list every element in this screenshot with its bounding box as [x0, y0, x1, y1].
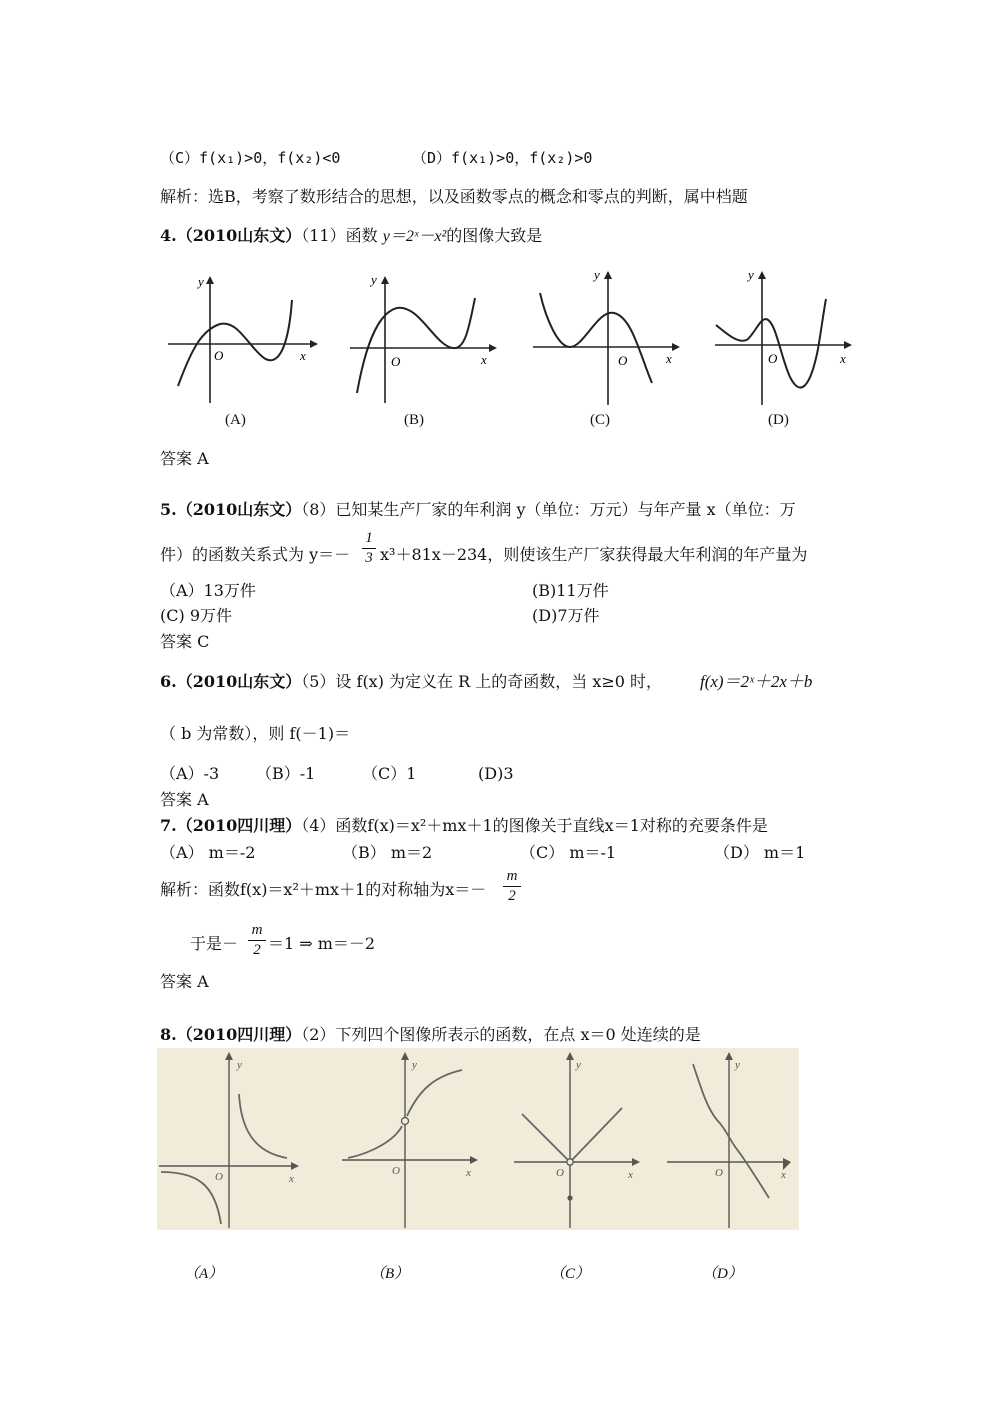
q7-analysis-line1: 解析：函数f(x)＝x²＋mx＋1的对称轴为x＝－	[160, 880, 487, 899]
q5-option-b: (B)11万件	[532, 581, 609, 600]
q8-line1	[160, 1025, 701, 1045]
q4-tail: 的图像大致是	[446, 226, 543, 245]
q5-line1	[160, 500, 796, 520]
q4-number: 4.	[160, 226, 177, 245]
q4-question	[160, 226, 542, 247]
q7-source: （2010四川理）	[176, 816, 302, 835]
q6-option-a: （A）-3	[160, 764, 220, 783]
q4-b-y-label: y	[371, 272, 377, 287]
q4-formula: y＝2ˣ－x²	[382, 228, 447, 245]
q8-b-origin: O	[392, 1165, 400, 1177]
q8-text1: （2）下列四个图像所表示的函数，在点 x＝0 处连续的是	[301, 1025, 701, 1044]
q5-frac-den: 3	[365, 550, 373, 566]
q7-frac2-num: m	[251, 922, 263, 938]
q5-line2-a: 件）的函数关系式为 y＝－	[160, 545, 351, 564]
q8-graph-b	[340, 1048, 490, 1230]
q8-graph-c	[512, 1048, 647, 1230]
q4-tag: （11）函数	[301, 226, 378, 245]
q7-fraction-2	[248, 922, 266, 959]
q4-d-origin: O	[768, 351, 778, 366]
q8-graph-d	[665, 1048, 799, 1230]
q6-formula: f(x)＝2ˣ＋2x＋b	[700, 672, 813, 691]
q8-d-origin: O	[715, 1167, 723, 1179]
q4-caption-b: (B)	[404, 412, 424, 428]
q5-line2-b: x³＋81x－234，则使该生产厂家获得最大年利润的年产量为	[380, 545, 808, 564]
q8-c-y-label: y	[576, 1059, 581, 1071]
q6-source: （2010山东文）	[176, 672, 302, 691]
q8-b-x-label: x	[466, 1167, 471, 1179]
q7-fraction-1	[503, 868, 521, 905]
q7-number: 7.	[160, 816, 177, 835]
q4-c-x-label: x	[666, 351, 672, 366]
q8-number: 8.	[160, 1025, 177, 1044]
q4-a-x-label: x	[300, 348, 306, 363]
q5-option-c: (C) 9万件	[160, 606, 232, 625]
q7-analysis-line2-b: ＝1 ⇒ m＝－2	[268, 934, 376, 953]
q7-option-c: （C） m＝-1	[520, 843, 617, 862]
q4-caption-c: (C)	[590, 412, 610, 428]
q4-graph-a	[160, 268, 325, 413]
q6-answer: 答案 A	[160, 790, 209, 809]
q8-a-origin: O	[215, 1171, 223, 1183]
q5-source: （2010山东文）	[176, 500, 302, 519]
q5-number: 5.	[160, 500, 177, 519]
q8-source: （2010四川理）	[176, 1025, 302, 1044]
q8-c-origin: O	[556, 1167, 564, 1179]
q7-option-d: （D） m＝1	[714, 843, 806, 862]
q4-source: （2010山东文）	[176, 226, 302, 245]
q5-fraction	[362, 530, 376, 567]
q8-caption-b: （B）	[370, 1266, 410, 1282]
q4-b-origin: O	[391, 354, 401, 369]
q8-c-x-label: x	[628, 1169, 633, 1181]
q4-graph-b	[345, 268, 505, 413]
q4-answer: 答案 A	[160, 449, 209, 468]
q4-caption-a: (A)	[225, 412, 246, 428]
q5-answer: 答案 C	[160, 632, 210, 651]
q4-a-origin: O	[214, 348, 224, 363]
q8-caption-a: （A）	[184, 1266, 224, 1282]
q8-a-y-label: y	[237, 1059, 242, 1071]
q6-line1	[160, 672, 662, 692]
q7-frac2-den: 2	[253, 942, 261, 958]
q5-option-d: (D)7万件	[532, 606, 600, 625]
q7-frac1-den: 2	[508, 888, 516, 904]
q6-option-c: （C）1	[362, 764, 417, 783]
q5-text1: （8）已知某生产厂家的年利润 y（单位：万元）与年产量 x（单位：万	[301, 500, 796, 519]
q6-text1: （5）设 f(x) 为定义在 R 上的奇函数，当 x≥0 时，	[301, 672, 663, 691]
q7-text1: （4）函数f(x)＝x²＋mx＋1的图像关于直线x＝1对称的充要条件是	[301, 816, 768, 835]
q6-number: 6.	[160, 672, 177, 691]
q8-graph-a	[157, 1048, 307, 1230]
q7-line1	[160, 816, 768, 836]
q5-frac-num: 1	[365, 530, 373, 546]
q4-d-x-label: x	[840, 351, 846, 366]
q8-d-y-label: y	[735, 1059, 740, 1071]
q7-option-a: （A） m＝-2	[160, 843, 256, 862]
q4-d-y-label: y	[748, 267, 754, 282]
q4-c-origin: O	[618, 353, 628, 368]
q8-caption-d: （D）	[702, 1266, 743, 1282]
q6-line2: （ b 为常数），则 f(－1)＝	[160, 724, 351, 743]
q8-b-y-label: y	[412, 1059, 417, 1071]
q3-option-c: （C）f(x₁)>0，f(x₂)<0	[160, 149, 341, 167]
q4-graph-d	[710, 265, 860, 413]
q4-caption-d: (D)	[768, 412, 789, 428]
q7-option-b: （B） m＝2	[342, 843, 433, 862]
q4-c-y-label: y	[594, 267, 600, 282]
q8-caption-c: （C）	[550, 1266, 591, 1282]
q3-analysis: 解析：选B，考察了数形结合的思想，以及函数零点的概念和零点的判断，属中档题	[160, 187, 748, 206]
q4-b-x-label: x	[481, 352, 487, 367]
q6-option-d: (D)3	[478, 764, 514, 783]
q4-graph-c	[528, 265, 688, 413]
q6-option-b: （B）-1	[256, 764, 316, 783]
q7-analysis-line2-a: 于是－	[190, 934, 239, 953]
q7-frac1-num: m	[506, 868, 518, 884]
q3-option-d: （D）f(x₁)>0，f(x₂)>0	[412, 149, 593, 167]
q8-a-x-label: x	[289, 1173, 294, 1185]
q4-a-y-label: y	[198, 274, 204, 289]
q5-option-a: （A）13万件	[160, 581, 256, 600]
q8-d-x-label: x	[781, 1169, 786, 1181]
q7-answer: 答案 A	[160, 972, 209, 991]
